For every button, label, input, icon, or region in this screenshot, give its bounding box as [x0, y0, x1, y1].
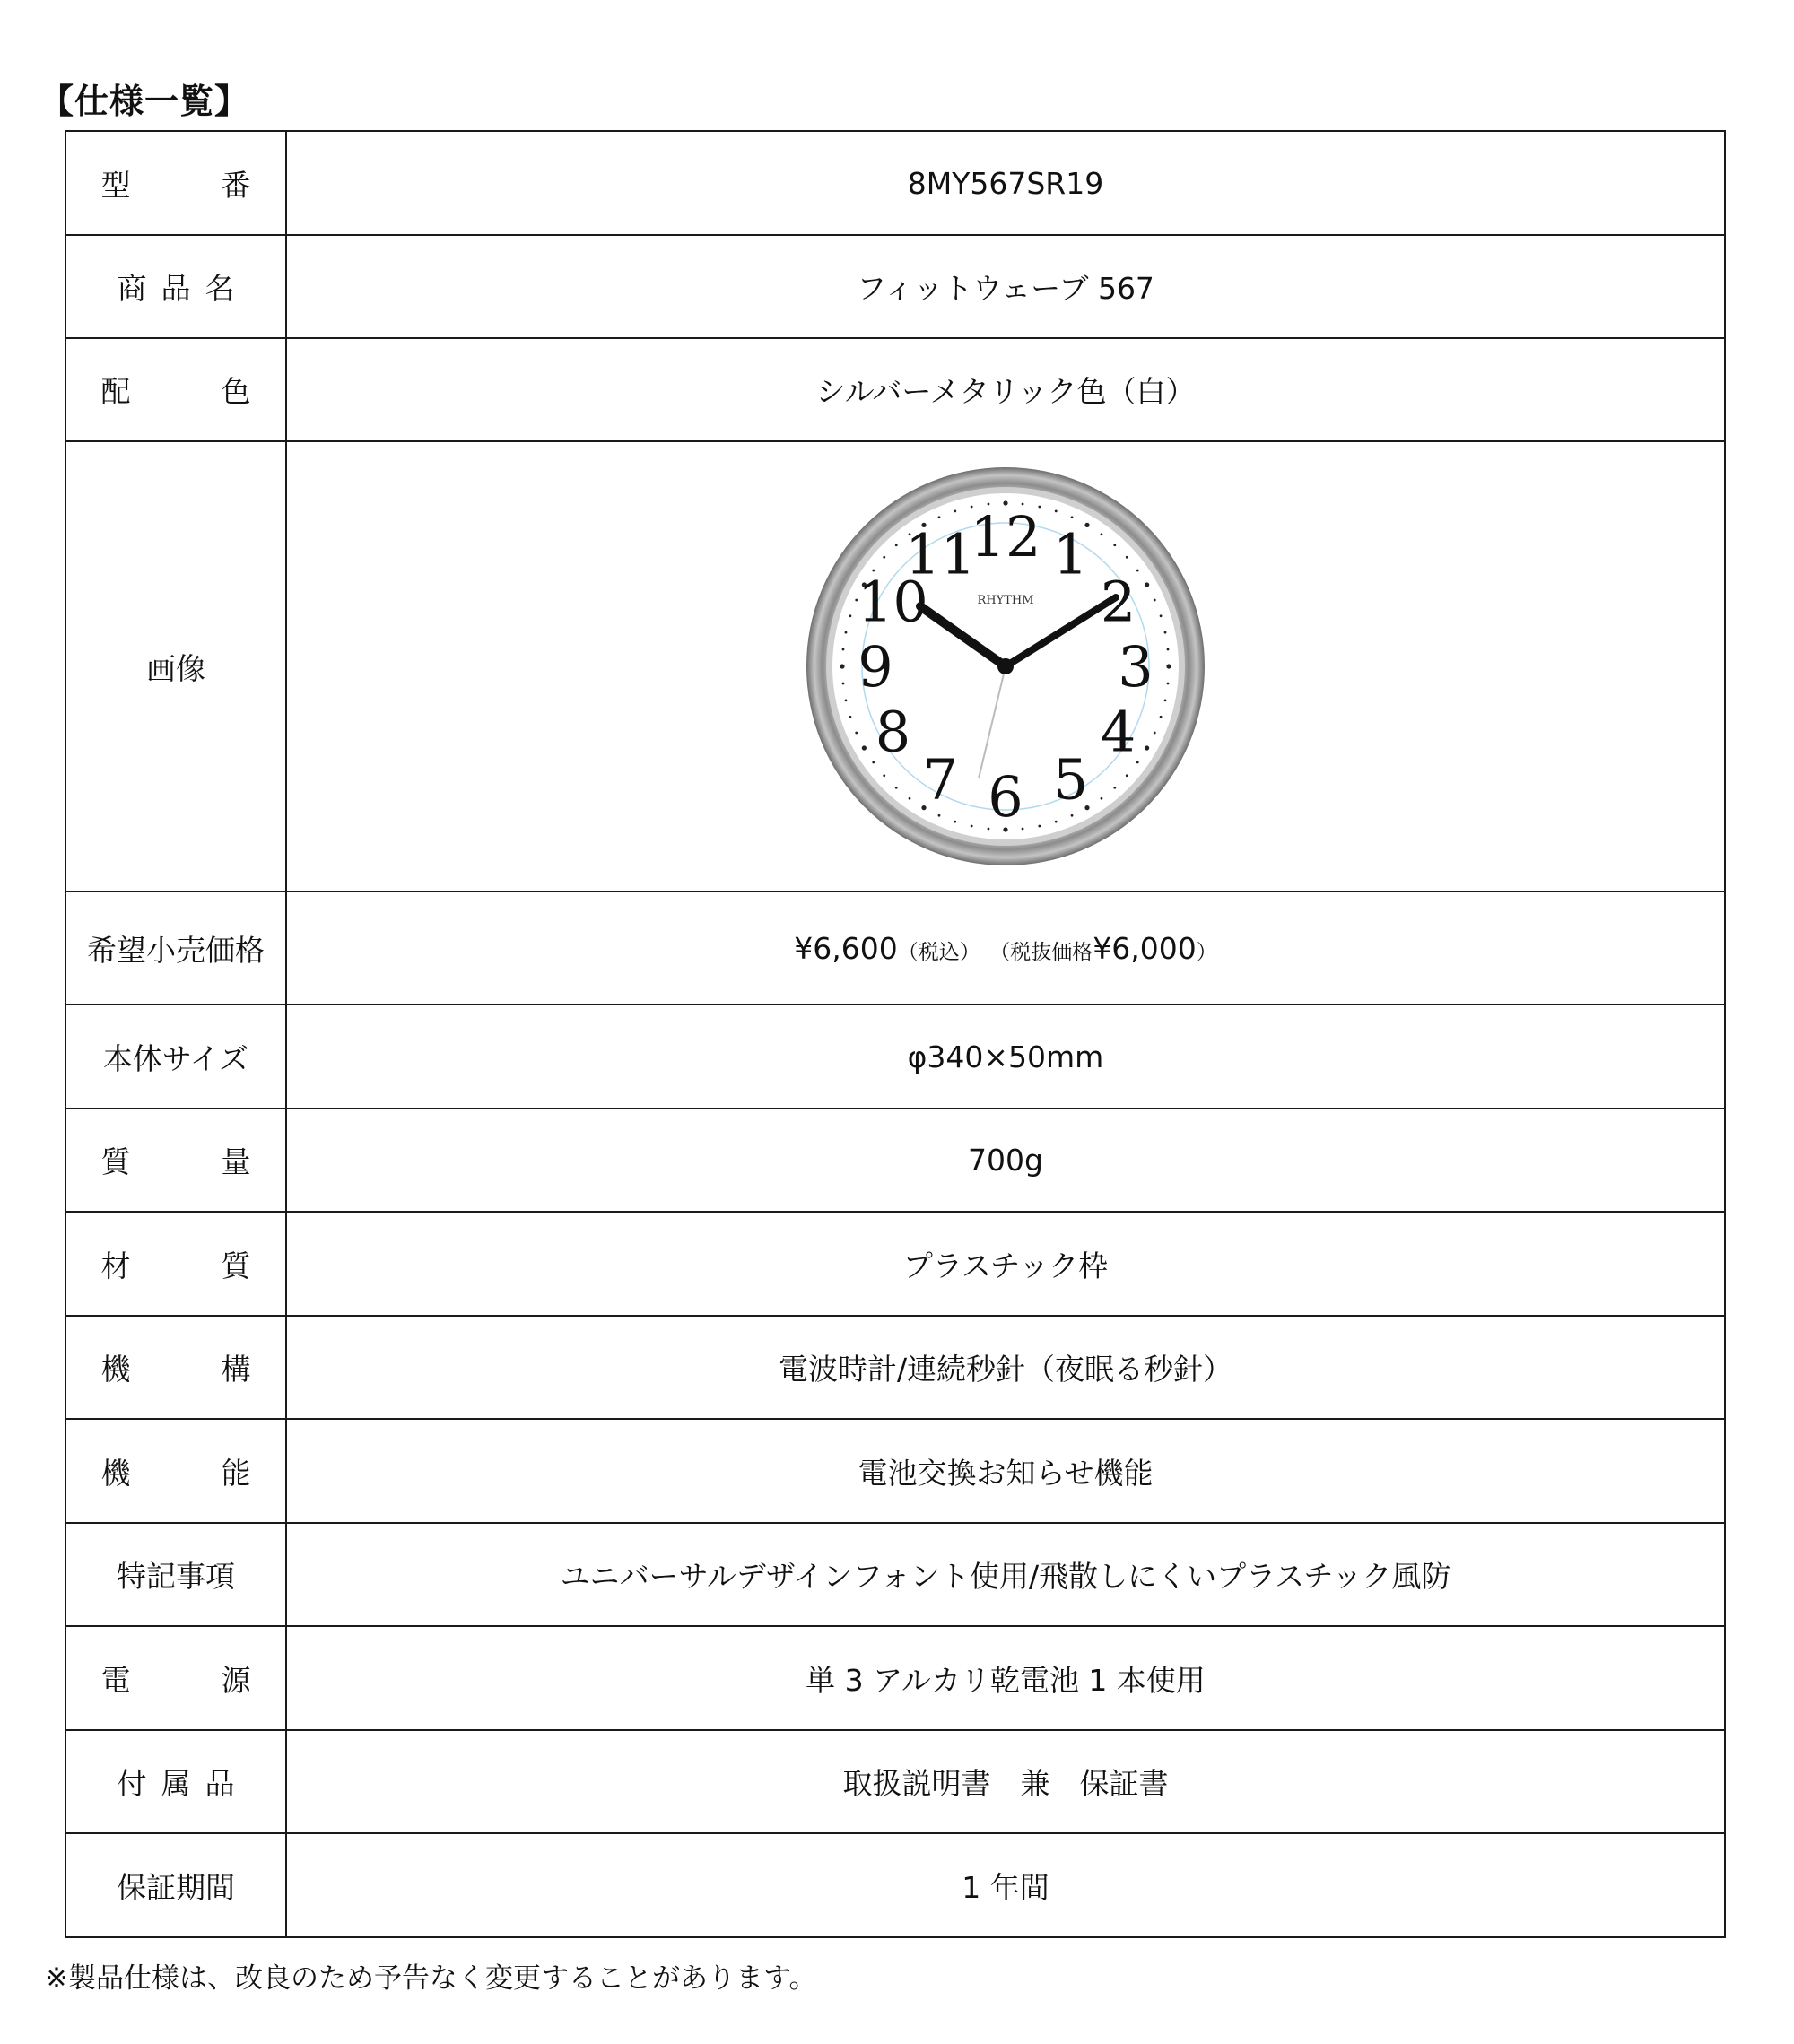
row-model — [65, 131, 1725, 235]
value-name: フィットウェーブ 567 — [286, 235, 1725, 338]
label-image: 画像 — [65, 441, 286, 892]
clock-numeral: 5 — [1052, 746, 1089, 813]
clock-tick — [1038, 825, 1041, 828]
price-tax-in-note: （税込） — [897, 940, 980, 964]
clock-tick — [849, 716, 852, 718]
clock-tick — [938, 516, 941, 518]
row-color — [65, 338, 1725, 441]
clock-numeral: 8 — [875, 699, 911, 765]
row-name — [65, 235, 1725, 338]
label-price: 希望小売価格 — [65, 892, 286, 1005]
label-color — [65, 338, 286, 441]
clock-image — [799, 460, 1212, 873]
clock-tick — [895, 787, 898, 789]
label-name-text: 商品名 — [117, 271, 249, 306]
clock-tick — [1145, 745, 1149, 750]
label-material-text: 材 質 — [100, 1248, 282, 1283]
row-size — [65, 1005, 1725, 1109]
row-mechanism — [65, 1316, 1725, 1419]
row-image — [65, 441, 1725, 892]
label-color-text: 配 色 — [100, 374, 282, 409]
clock-tick — [1166, 664, 1171, 668]
clock-tick — [971, 825, 973, 828]
row-notes — [65, 1523, 1725, 1626]
clock-tick — [1055, 510, 1058, 513]
row-price — [65, 892, 1725, 1005]
clock-tick — [1126, 774, 1128, 777]
clock-numeral: 3 — [1118, 634, 1154, 700]
value-image — [286, 441, 1725, 892]
label-weight-text: 質 量 — [100, 1144, 282, 1179]
label-power-text: 電 源 — [100, 1662, 282, 1698]
clock-tick — [1101, 533, 1103, 535]
row-accessories — [65, 1730, 1725, 1833]
page-heading: 【仕様一覧】 — [39, 82, 250, 121]
clock-numeral: 10 — [857, 569, 928, 635]
price-tax-ex-value: ¥6,000 — [1093, 930, 1197, 966]
row-material — [65, 1212, 1725, 1316]
clock-tick — [862, 745, 867, 750]
clock-tick — [1113, 544, 1116, 546]
price-tax-ex-label: （税抜価格 — [989, 940, 1093, 964]
label-size: 本体サイズ — [65, 1005, 286, 1109]
value-price — [286, 892, 1725, 1005]
value-size: φ340×50mm — [286, 1005, 1725, 1109]
clock-tick — [842, 683, 845, 685]
clock-tick — [1071, 516, 1074, 518]
label-function-text: 機 能 — [100, 1455, 282, 1491]
clock-tick — [845, 699, 848, 701]
price-tax-in: ¥6,600 — [794, 930, 898, 966]
value-weight: 700g — [286, 1109, 1725, 1212]
footnote: ※製品仕様は、改良のため予告なく変更することがあります。 — [45, 1962, 817, 1995]
clock-tick — [1167, 683, 1170, 685]
row-weight — [65, 1109, 1725, 1212]
label-notes: 特記事項 — [65, 1523, 286, 1626]
value-warranty: 1 年間 — [286, 1833, 1725, 1937]
clock-tick — [1154, 599, 1156, 602]
value-power: 単 3 アルカリ乾電池 1 本使用 — [286, 1626, 1725, 1730]
clock-tick — [954, 510, 956, 513]
clock-brand-logo: RHYTHM — [977, 594, 1034, 607]
clock-tick — [840, 664, 844, 668]
row-power — [65, 1626, 1725, 1730]
clock-tick — [1164, 631, 1167, 634]
value-accessories: 取扱説明書 兼 保証書 — [286, 1730, 1725, 1833]
row-warranty — [65, 1833, 1725, 1937]
clock-tick — [842, 648, 845, 651]
clock-numeral: 12 — [970, 504, 1041, 570]
clock-tick — [1055, 821, 1058, 823]
clock-tick — [1071, 814, 1074, 817]
label-name — [65, 235, 286, 338]
label-accessories-text: 付属品 — [117, 1766, 249, 1801]
label-model — [65, 131, 286, 235]
clock-tick — [1101, 797, 1103, 800]
label-mechanism — [65, 1316, 286, 1419]
label-power — [65, 1626, 286, 1730]
clock-tick — [849, 614, 852, 617]
value-material: プラスチック枠 — [286, 1212, 1725, 1316]
clock-numeral: 9 — [858, 634, 893, 700]
clock-numeral: 11 — [905, 521, 976, 587]
clock-tick — [1136, 570, 1139, 572]
clock-tick — [895, 544, 898, 546]
clock-image-container — [287, 460, 1724, 873]
label-function — [65, 1419, 286, 1523]
clock-center-cap — [997, 658, 1014, 674]
value-notes: ユニバーサルデザインフォント使用/飛散しにくいプラスチック風防 — [286, 1523, 1725, 1626]
label-mechanism-text: 機 構 — [100, 1352, 282, 1387]
clock-tick — [1160, 614, 1163, 617]
clock-numeral: 2 — [1100, 569, 1136, 635]
label-model-text: 型 番 — [100, 167, 282, 203]
clock-tick — [909, 797, 911, 800]
clock-tick — [1145, 582, 1149, 587]
spec-table — [65, 130, 1726, 1938]
label-weight — [65, 1109, 286, 1212]
label-accessories — [65, 1730, 286, 1833]
clock-tick — [1164, 699, 1167, 701]
clock-tick — [883, 556, 885, 559]
clock-tick — [954, 821, 956, 823]
clock-numeral: 4 — [1100, 699, 1136, 765]
clock-tick — [883, 774, 885, 777]
label-material — [65, 1212, 286, 1316]
price-tax-ex-close: ） — [1196, 940, 1217, 964]
clock-tick — [1154, 732, 1156, 735]
value-model: 8MY567SR19 — [286, 131, 1725, 235]
value-color: シルバーメタリック色（白） — [286, 338, 1725, 441]
clock-tick — [1126, 556, 1128, 559]
value-function: 電池交換お知らせ機能 — [286, 1419, 1725, 1523]
clock-tick — [845, 631, 848, 634]
clock-tick — [938, 814, 941, 817]
label-warranty: 保証期間 — [65, 1833, 286, 1937]
value-mechanism: 電波時計/連続秒針（夜眠る秒針） — [286, 1316, 1725, 1419]
clock-tick — [1136, 761, 1139, 764]
row-function — [65, 1419, 1725, 1523]
clock-tick — [855, 732, 858, 735]
clock-numeral: 6 — [988, 764, 1023, 830]
clock-numeral: 7 — [922, 746, 959, 813]
clock-tick — [1113, 787, 1116, 789]
clock-tick — [1160, 716, 1163, 718]
clock-numeral: 1 — [1052, 521, 1089, 587]
clock-tick — [1167, 648, 1170, 651]
